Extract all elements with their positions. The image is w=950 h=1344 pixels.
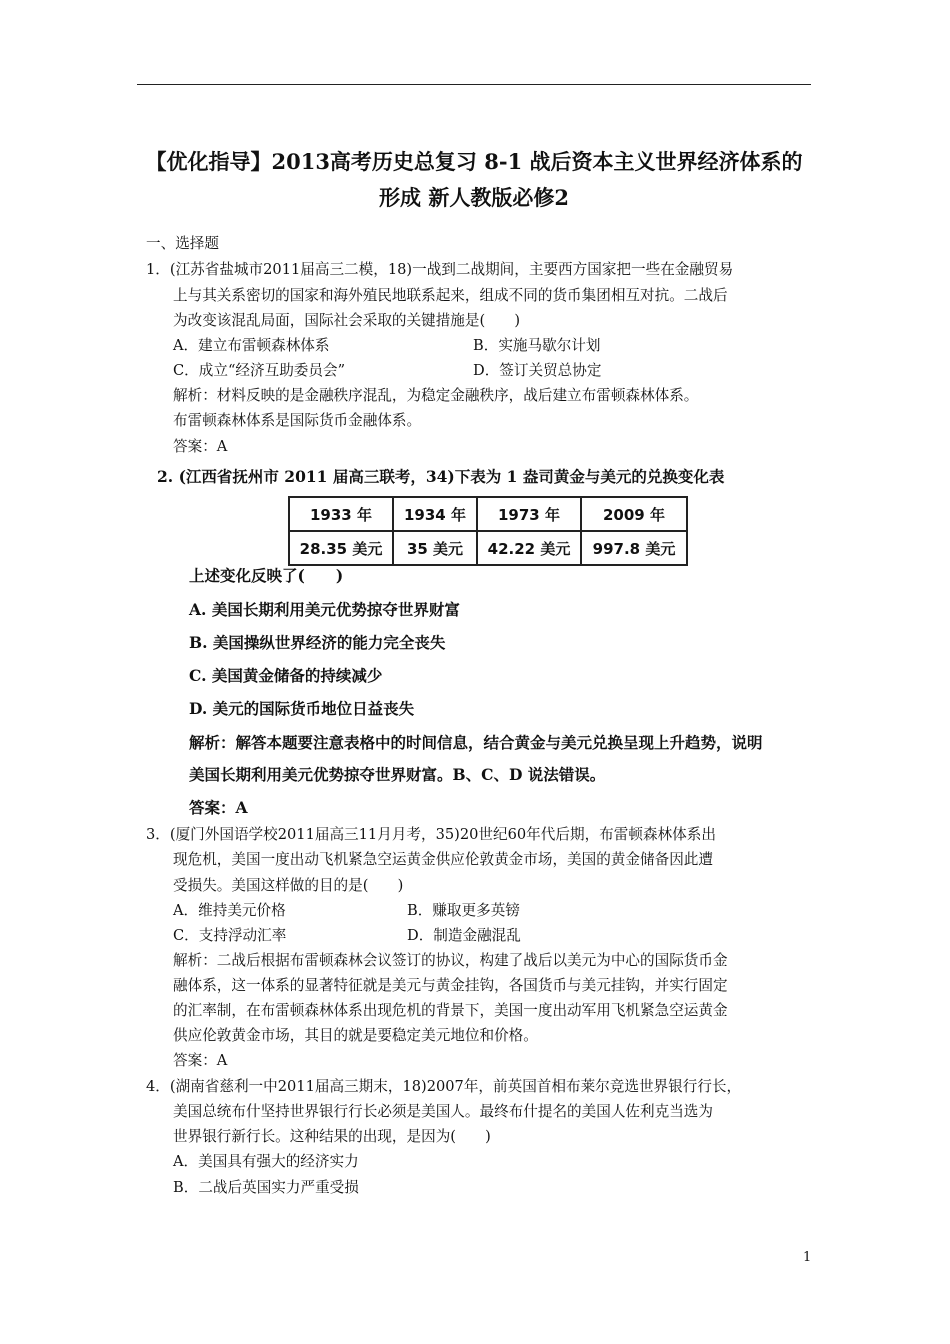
- q3-option-c: C．支持浮动汇率: [173, 927, 287, 944]
- q2-option-d: D. 美元的国际货币地位日益丧失: [189, 699, 415, 718]
- q3-analysis-line-2: 融体系，这一体系的显著特征就是美元与黄金挂钩，各国货币与美元挂钩，并实行固定: [173, 977, 728, 994]
- exchange-rate-table: [288, 496, 688, 566]
- q4-stem-line-1: 4．(湖南省慈利一中2011届高三期末，18)2007年，前英国首相布莱尔竞选世界银行行长，: [146, 1078, 742, 1095]
- q3-option-a: A．维持美元价格: [173, 902, 286, 919]
- q1-option-d: D．签订关贸总协定: [473, 362, 602, 379]
- q3-stem-line-2: 现危机，美国一度出动飞机紧急空运黄金供应伦敦黄金市场，美国的黄金储备因此遭: [173, 851, 713, 868]
- q3-analysis-line-1: 解析：二战后根据布雷顿森林会议签订的协议，构建了战后以美元为中心的国际货币金: [173, 952, 728, 969]
- q2-option-a: A. 美国长期利用美元优势掠夺世界财富: [189, 600, 460, 619]
- table-cell-value: 997.8 美元: [581, 531, 687, 565]
- q4-option-b: B．二战后英国实力严重受损: [173, 1179, 359, 1196]
- title-line-2: 形成 新人教版必修2: [379, 185, 569, 210]
- q3-analysis-line-3: 的汇率制，在布雷顿森林体系出现危机的背景下，美国一度出动军用飞机紧急空运黄金: [173, 1002, 728, 1019]
- q2-stem: 2. (江西省抚州市 2011 届高三联考，34)下表为 1 盎司黄金与美元的兑换变化表: [157, 467, 725, 486]
- q1-stem-line-2: 上与其关系密切的国家和海外殖民地联系起来，组成不同的货币集团相互对抗。二战后: [173, 287, 728, 304]
- q3-stem-line-3: 受损失。美国这样做的目的是( ): [173, 877, 404, 894]
- q3-answer: 答案：A: [173, 1052, 228, 1069]
- q2-option-b: B. 美国操纵世界经济的能力完全丧失: [189, 633, 446, 652]
- q3-option-d: D．制造金融混乱: [407, 927, 521, 944]
- q1-analysis-line-1: 解析：材料反映的是金融秩序混乱，为稳定金融秩序，战后建立布雷顿森林体系。: [173, 387, 699, 404]
- table-cell-year: 1973 年: [477, 497, 581, 531]
- q2-option-c: C. 美国黄金储备的持续减少: [189, 666, 383, 685]
- table-cell-value: 28.35 美元: [289, 531, 393, 565]
- table-cell-year: 1933 年: [289, 497, 393, 531]
- q2-analysis-line-1: 解析：解答本题要注意表格中的时间信息，结合黄金与美元兑换呈现上升趋势，说明: [189, 733, 763, 752]
- q1-option-b: B．实施马歇尔计划: [473, 337, 601, 354]
- q1-answer: 答案：A: [173, 438, 228, 455]
- q1-stem-line-3: 为改变该混乱局面，国际社会采取的关键措施是( ): [173, 312, 521, 329]
- table-cell-year: 2009 年: [581, 497, 687, 531]
- table-cell-value: 35 美元: [393, 531, 477, 565]
- document-title: [137, 144, 811, 216]
- header-rule: [137, 84, 811, 85]
- q4-stem-line-2: 美国总统布什坚持世界银行行长必须是美国人。最终布什提名的美国人佐利克当选为: [173, 1103, 713, 1120]
- q2-answer: 答案：A: [189, 798, 248, 817]
- q4-stem-line-3: 世界银行新行长。这种结果的出现，是因为( ): [173, 1128, 491, 1145]
- table-row: [289, 531, 687, 565]
- table-row: [289, 497, 687, 531]
- q3-stem-line-1: 3．(厦门外国语学校2011届高三11月月考，35)20世纪60年代后期，布雷顿森林体系出: [146, 826, 716, 843]
- q3-option-b: B．赚取更多英镑: [407, 902, 520, 919]
- table-cell-value: 42.22 美元: [477, 531, 581, 565]
- q4-option-a: A．美国具有强大的经济实力: [173, 1153, 359, 1170]
- section-heading: 一、选择题: [146, 235, 219, 252]
- q1-option-a: A．建立布雷顿森林体系: [173, 337, 330, 354]
- q1-analysis-line-2: 布雷顿森林体系是国际货币金融体系。: [173, 412, 422, 429]
- q1-option-c: C．成立“经济互助委员会”: [173, 362, 346, 379]
- table-cell-year: 1934 年: [393, 497, 477, 531]
- q3-analysis-line-4: 供应伦敦黄金市场，其目的就是要稳定美元地位和价格。: [173, 1027, 538, 1044]
- page-number: 1: [803, 1250, 812, 1265]
- q2-analysis-line-2: 美国长期利用美元优势掠夺世界财富。B、C、D 说法错误。: [189, 765, 606, 784]
- q1-stem-line-1: 1．(江苏省盐城市2011届高三二模，18)一战到二战期间，主要西方国家把一些在金融贸易: [146, 261, 734, 278]
- q2-question: 上述变化反映了( ): [189, 566, 344, 585]
- title-line-1: 【优化指导】2013高考历史总复习 8-1 战后资本主义世界经济体系的: [145, 149, 803, 174]
